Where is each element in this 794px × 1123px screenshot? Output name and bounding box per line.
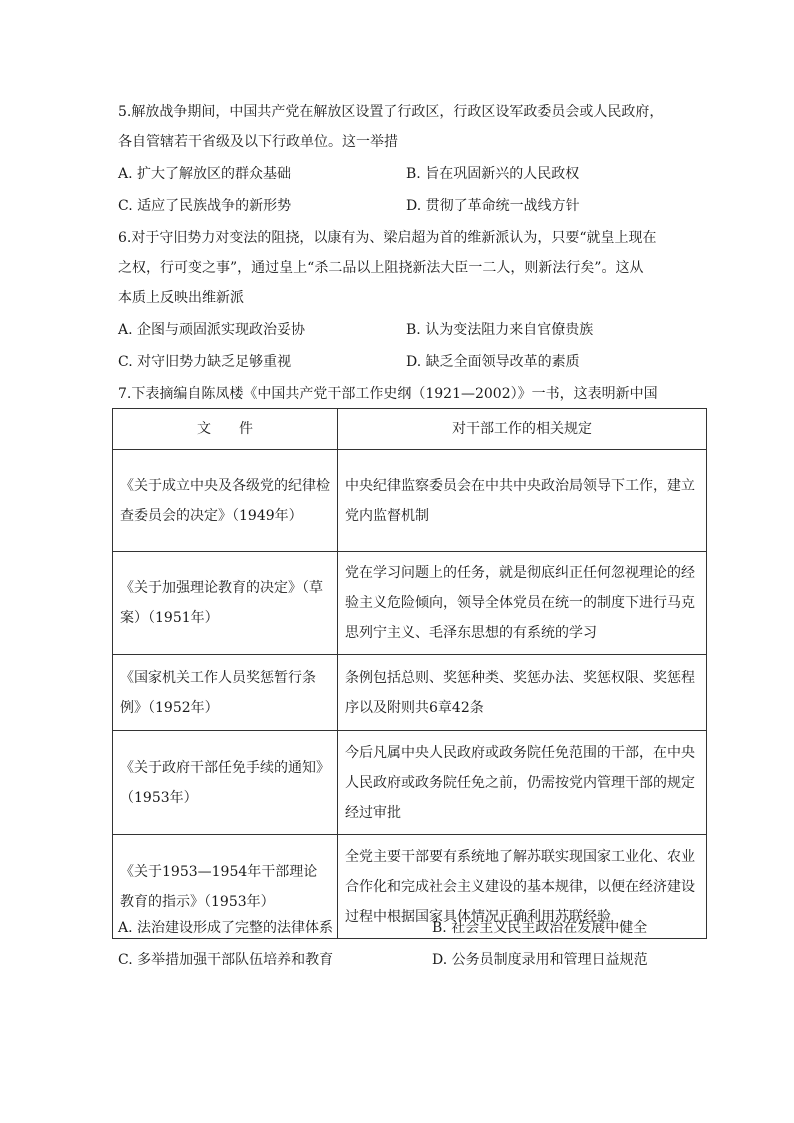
table-row bbox=[113, 731, 707, 835]
q6-stem-line-3: 本质上反映出维新派 bbox=[118, 290, 244, 306]
header-regulation: 对干部工作的相关规定 bbox=[338, 409, 707, 450]
q6-option-c[interactable]: C. 对守旧势力缺乏足够重视 bbox=[118, 354, 292, 370]
header-document: 文 件 bbox=[113, 409, 338, 450]
q5-stem-line-2: 各自管辖若干省级及以下行政单位。这一举措 bbox=[118, 134, 398, 150]
q7-option-b[interactable]: B. 社会主义民主政治在发展中健全 bbox=[432, 920, 648, 936]
table-cell-document: 《关于成立中央及各级党的纪律检查委员会的决定》（1949年） bbox=[113, 450, 338, 552]
table-cell-document: 《关于加强理论教育的决定》（草案）（1951年） bbox=[113, 552, 338, 655]
q5-option-d[interactable]: D. 贯彻了革命统一战线方针 bbox=[406, 198, 580, 214]
q7-option-a[interactable]: A. 法治建设形成了完整的法律体系 bbox=[118, 920, 334, 936]
q5-stem-line-1: 5.解放战争期间，中国共产党在解放区设置了行政区，行政区设军政委员会或人民政府， bbox=[118, 104, 664, 120]
q5-option-c[interactable]: C. 适应了民族战争的新形势 bbox=[118, 198, 292, 214]
q7-stem-line-1: 7.下表摘编自陈凤楼《中国共产党干部工作史纲（1921—2002）》一书，这表明新中国 bbox=[118, 386, 658, 402]
table-row bbox=[113, 552, 707, 655]
q7-option-d[interactable]: D. 公务员制度录用和管理日益规范 bbox=[432, 952, 648, 968]
table-cell-regulation: 党在学习问题上的任务，就是彻底纠正任何忽视理论的经验主义危险倾向，领导全体党员在统一的制度下进行马克思列宁主义、毛泽东思想的有系统的学习 bbox=[338, 552, 707, 655]
table-cell-regulation: 中央纪律监察委员会在中共中央政治局领导下工作，建立党内监督机制 bbox=[338, 450, 707, 552]
q6-stem-line-1: 6.对于守旧势力对变法的阻挠，以康有为、梁启超为首的维新派认为，只要“就皇上现在 bbox=[118, 230, 657, 246]
table-header-row bbox=[113, 409, 707, 450]
q6-option-b[interactable]: B. 认为变法阻力来自官僚贵族 bbox=[406, 322, 594, 338]
table-row bbox=[113, 655, 707, 731]
table-cell-document: 《关于1953—1954年干部理论教育的指示》（1953年） bbox=[113, 835, 338, 939]
table-cell-regulation: 今后凡属中央人民政府或政务院任免范围的干部，在中央人民政府或政务院任免之前，仍需按党内管理干部的规定经过审批 bbox=[338, 731, 707, 835]
q6-stem-line-2: 之权，行可变之事”，通过皇上“杀二品以上阻挠新法大臣一二人，则新法行矣”。这从 bbox=[118, 260, 644, 276]
table-cell-document: 《关于政府干部任免手续的通知》（1953年） bbox=[113, 731, 338, 835]
q5-option-b[interactable]: B. 旨在巩固新兴的人民政权 bbox=[406, 166, 580, 182]
q7-document-table bbox=[112, 408, 707, 939]
q6-option-a[interactable]: A. 企图与顽固派实现政治妥协 bbox=[118, 322, 306, 338]
q5-option-a[interactable]: A. 扩大了解放区的群众基础 bbox=[118, 166, 292, 182]
table-cell-document: 《国家机关工作人员奖惩暂行条例》（1952年） bbox=[113, 655, 338, 731]
table-row bbox=[113, 450, 707, 552]
table-cell-regulation: 全党主要干部要有系统地了解苏联实现国家工业化、农业合作化和完成社会主义建设的基本规律，以便在经济建设过程中根据国家具体情况正确利用苏联经验 bbox=[338, 835, 707, 939]
q7-option-c[interactable]: C. 多举措加强干部队伍培养和教育 bbox=[118, 952, 334, 968]
q6-option-d[interactable]: D. 缺乏全面领导改革的素质 bbox=[406, 354, 580, 370]
table-cell-regulation: 条例包括总则、奖惩种类、奖惩办法、奖惩权限、奖惩程序以及附则共6章42条 bbox=[338, 655, 707, 731]
